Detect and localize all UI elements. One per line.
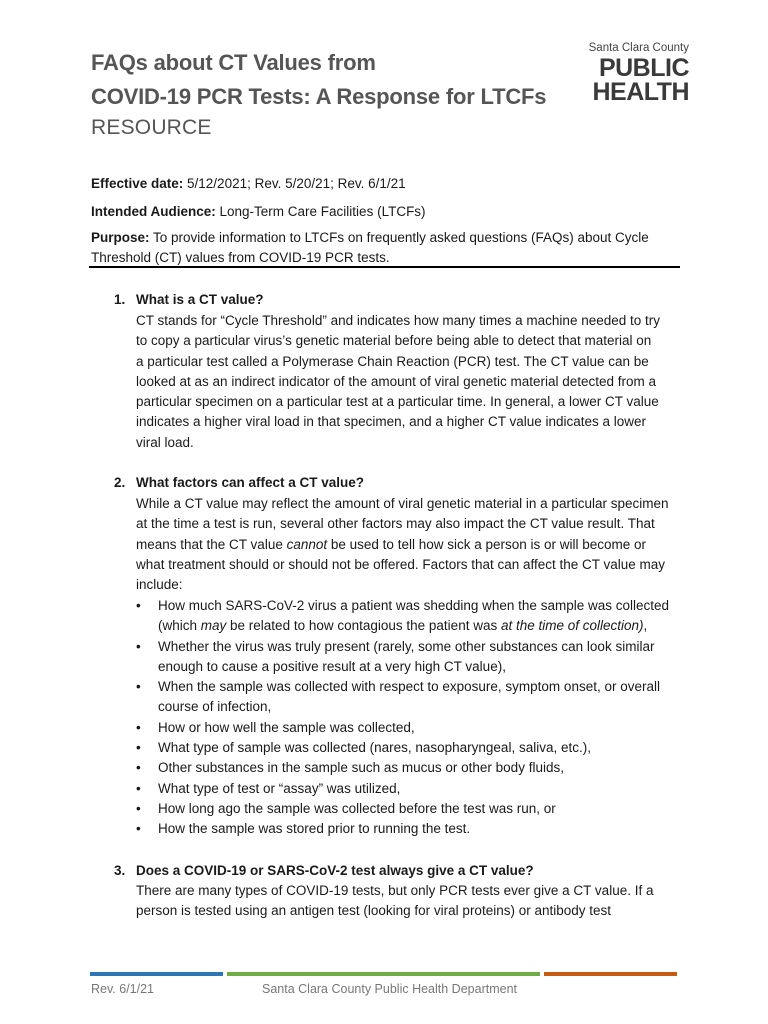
list-item (136, 819, 684, 839)
answer-line: While a CT value may reflect the amount of viral genetic material in a particular specimen (136, 496, 669, 511)
text-run: , (643, 618, 648, 634)
question-1-heading (114, 290, 264, 310)
document-title-line2: COVID-19 PCR Tests: A Response for LTCFs (91, 84, 547, 109)
answer-line: to copy a particular virus’s genetic material before being able to detect that material on (136, 333, 652, 349)
bullet-icon: • (136, 598, 141, 613)
question-text: What is a CT value? (136, 292, 264, 307)
effective-date (91, 174, 691, 194)
list-item-line: When the sample was collected with respect to exposure, symptom onset, or overall (158, 679, 660, 695)
bullet-icon: • (136, 679, 141, 695)
text-run: be used to tell how sick a person is or will become or (327, 536, 647, 552)
answer-line: CT stands for “Cycle Threshold” and indicates how many times a machine needed to try (136, 313, 661, 328)
answer-line: particular specimen on a particular test at a particular time. In general, a lower CT value (136, 394, 659, 410)
list-item (136, 799, 684, 819)
list-item (136, 637, 684, 678)
list-item-line: enough to cause a positive result at a very high CT value), (158, 658, 506, 674)
footer-department: Santa Clara County Public Health Department (262, 982, 517, 996)
list-item (136, 596, 684, 637)
list-item-line: How the sample was stored prior to running the test. (158, 821, 471, 837)
list-item (136, 718, 684, 738)
text-run: (which (158, 618, 201, 634)
question-text: What factors can affect a CT value? (136, 475, 365, 490)
question-text: Does a COVID-19 or SARS-CoV-2 test always give a CT value? (136, 863, 534, 878)
question-number: 2. (114, 475, 126, 490)
list-item-line: course of infection, (158, 699, 272, 715)
bullet-icon: • (136, 740, 141, 756)
list-item-line: How much SARS-CoV-2 virus a patient was shedding when the sample was collected (158, 598, 670, 613)
list-item-line: Other substances in the sample such as mucus or other body fluids, (158, 760, 564, 776)
answer-1 (136, 311, 684, 453)
factors-list (136, 596, 684, 840)
audience-value: Long-Term Care Facilities (LTCFs) (215, 204, 426, 219)
list-item-line: What type of sample was collected (nares, nasopharyngeal, saliva, etc.), (158, 740, 591, 756)
answer-line: indicates a higher viral load in that specimen, and a higher CT value indicates a lower (136, 414, 647, 430)
list-item-line: How or how well the sample was collected, (158, 719, 415, 735)
logo-word-public: PUBLIC (598, 54, 689, 82)
footer-bar-blue (90, 972, 223, 976)
footer-bar-green (227, 972, 540, 976)
question-number: 1. (114, 292, 126, 307)
document-type-label: RESOURCE (91, 116, 212, 139)
answer-line (136, 535, 684, 555)
emphasis-text: at the time of collection) (500, 618, 644, 634)
document-title-line1: FAQs about CT Values from (91, 50, 376, 75)
list-item (136, 738, 684, 758)
bullet-icon: • (136, 638, 141, 654)
footer-revision: Rev. 6/1/21 (91, 982, 155, 996)
bullet-icon: • (136, 780, 141, 796)
emphasis-text: cannot (286, 536, 328, 552)
header-divider (89, 266, 680, 268)
question-number: 3. (114, 863, 126, 878)
purpose-label: Purpose: (91, 230, 150, 245)
bullet-icon: • (136, 719, 141, 735)
answer-line: include: (136, 577, 183, 593)
bullet-icon: • (136, 821, 141, 837)
audience-label: Intended Audience: (91, 204, 216, 219)
answer-line: looked at as an indirect indicator of the amount of viral genetic material detected from a (136, 373, 657, 389)
list-item (136, 677, 684, 718)
public-health-logo (577, 42, 689, 106)
answer-line: viral load. (136, 434, 194, 450)
answer-line: what treatment should or should not be offered. Factors that can affect the CT value may (136, 556, 666, 572)
text-run: means that the CT value (136, 536, 287, 552)
answer-line: a particular test called a Polymerase Chain Reaction (PCR) test. The CT value can be (136, 353, 649, 369)
bullet-icon: • (136, 800, 141, 816)
text-run: be related to how contagious the patient was (226, 618, 501, 634)
list-item-line: Whether the virus was truly present (rarely, some other substances can look similar (158, 638, 655, 654)
purpose (91, 228, 691, 268)
effective-date-value: 5/12/2021; Rev. 5/20/21; Rev. 6/1/21 (183, 176, 406, 191)
emphasis-text: may (200, 618, 227, 634)
footer-bar-orange (544, 972, 677, 976)
list-item-line: How long ago the sample was collected before the test was run, or (158, 800, 556, 816)
answer-line: There are many types of COVID-19 tests, but only PCR tests ever give a CT value. If a (136, 883, 654, 898)
intended-audience (91, 202, 691, 222)
answer-line: at the time a test is run, several other factors may also impact the CT value result. That (136, 516, 655, 532)
question-2-heading (114, 473, 364, 493)
answer-line: person is tested using an antigen test (looking for viral proteins) or antibody test (136, 903, 612, 919)
question-3-heading (114, 861, 534, 881)
list-item (136, 779, 684, 799)
answer-3 (136, 881, 684, 922)
bullet-icon: • (136, 760, 141, 776)
list-item-line (158, 616, 684, 636)
purpose-line1: To provide information to LTCFs on frequently asked questions (FAQs) about Cycle (149, 230, 649, 245)
list-item (136, 758, 684, 778)
purpose-line2: Threshold (CT) values from COVID-19 PCR tests. (91, 250, 390, 265)
effective-date-label: Effective date: (91, 176, 184, 191)
list-item-line: What type of test or “assay” was utilized, (158, 780, 401, 796)
logo-county-name: Santa Clara County (588, 42, 689, 54)
answer-2 (136, 494, 684, 595)
logo-word-health: HEALTH (592, 78, 689, 106)
